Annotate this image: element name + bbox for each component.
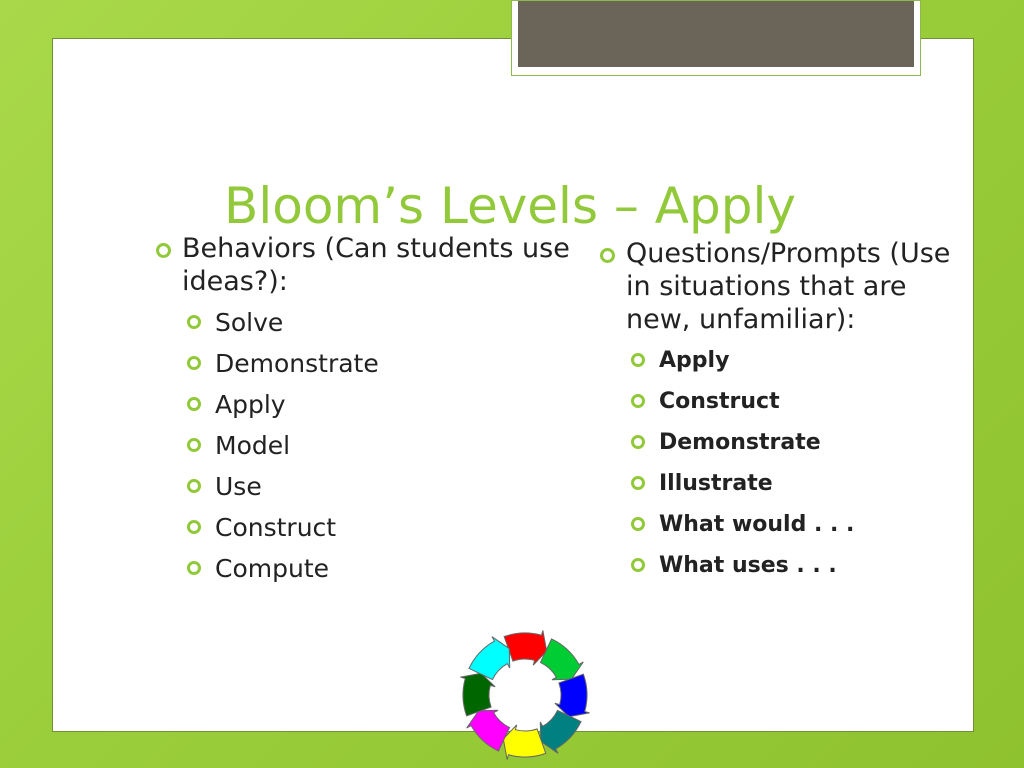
cycle-arrow-segment: [469, 637, 510, 680]
behaviors-heading: Behaviors (Can students use ideas?):: [182, 233, 570, 297]
list-item-label: Apply: [659, 348, 730, 373]
list-item: [185, 384, 572, 425]
list-item: [185, 507, 572, 548]
cycle-arrow-segment: [540, 710, 581, 753]
list-item: [629, 422, 976, 463]
list-item: [185, 302, 572, 343]
list-item-label: Demonstrate: [659, 430, 821, 455]
bullet-icon: [187, 479, 201, 493]
top-tab-fill: [518, 1, 914, 67]
bullet-icon: [631, 394, 645, 408]
behaviors-column: [152, 232, 572, 589]
cycle-arrow-segment: [503, 725, 546, 760]
cycle-arrow-segment: [504, 630, 547, 665]
cycle-arrow-segment: [540, 639, 583, 680]
list-item: [629, 381, 976, 422]
list-item: [185, 343, 572, 384]
cycle-arrow-segment: [460, 673, 495, 716]
list-item: [629, 463, 976, 504]
prompts-heading-item: [596, 237, 976, 336]
circular-arrows-cycle-icon: [452, 622, 598, 768]
top-tab-decoration: [511, 0, 921, 76]
list-item-label: Compute: [215, 554, 330, 583]
list-item-label: Use: [215, 472, 262, 501]
list-item-label: Illustrate: [659, 471, 773, 496]
list-item: [629, 504, 976, 545]
list-item-label: Construct: [215, 513, 337, 542]
slide-title: Bloom’s Levels – Apply: [224, 177, 796, 235]
list-item-label: Model: [215, 431, 291, 460]
behaviors-list: [152, 302, 572, 589]
bullet-icon: [187, 520, 201, 534]
prompts-heading: Questions/Prompts (Use in situations that are new, unfamiliar):: [626, 238, 951, 335]
bullet-icon: [631, 353, 645, 367]
bullet-icon: [187, 397, 201, 411]
list-item-label: Construct: [659, 389, 780, 414]
bullet-icon: [600, 248, 615, 263]
bullet-icon: [631, 558, 645, 572]
list-item-label: Demonstrate: [215, 349, 379, 378]
behaviors-heading-item: [152, 232, 572, 298]
bullet-icon: [187, 356, 201, 370]
bullet-icon: [187, 438, 201, 452]
cycle-arrow-segment: [555, 674, 590, 717]
bullet-icon: [631, 476, 645, 490]
list-item-label: What would . . .: [659, 512, 855, 537]
list-item: [185, 548, 572, 589]
bullet-icon: [631, 435, 645, 449]
bullet-icon: [156, 243, 171, 258]
bullet-icon: [187, 315, 201, 329]
list-item: [629, 545, 976, 586]
list-item-label: Apply: [215, 390, 286, 419]
cycle-arrow-segment: [467, 710, 510, 751]
bullet-icon: [631, 517, 645, 531]
list-item-label: Solve: [215, 308, 284, 337]
prompts-list: [596, 340, 976, 586]
list-item: [185, 425, 572, 466]
list-item: [629, 340, 976, 381]
list-item: [185, 466, 572, 507]
list-item-label: What uses . . .: [659, 553, 837, 578]
prompts-column: [596, 237, 976, 586]
bullet-icon: [187, 561, 201, 575]
